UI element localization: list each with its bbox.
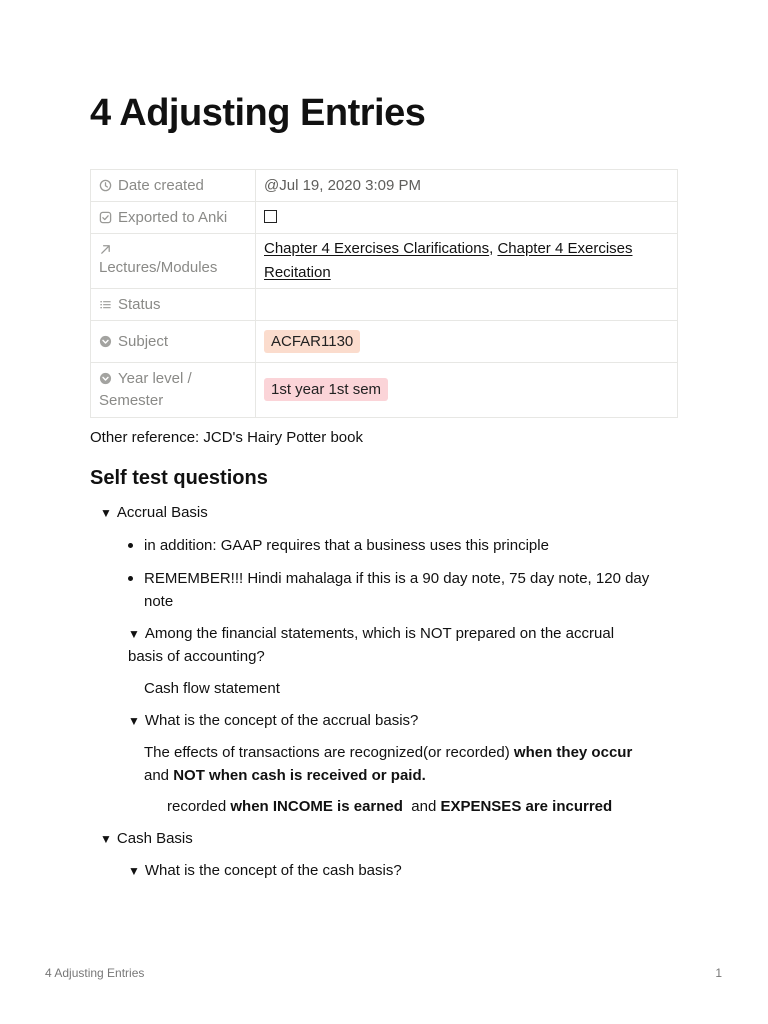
answer-text — [167, 795, 612, 818]
property-value — [256, 321, 678, 363]
property-key — [91, 202, 256, 234]
toggle-triangle-icon[interactable]: ▼ — [128, 627, 140, 641]
property-key-label: Subject — [118, 332, 169, 350]
toggle-label: Accrual Basis — [116, 504, 208, 521]
property-value[interactable] — [256, 289, 678, 321]
footer-page-number: 1 — [715, 966, 722, 980]
toggle-label: What is the concept of the accrual basis? — [144, 712, 419, 729]
bullet-dot-icon — [128, 543, 133, 548]
property-value — [256, 363, 678, 418]
select-icon — [99, 372, 112, 385]
list-item: REMEMBER!!! Hindi mahalaga if this is a 90 day note, 75 day note, 120 day — [144, 570, 650, 587]
list-item-continued: note — [144, 593, 174, 610]
toggle-triangle-icon[interactable]: ▼ — [128, 864, 140, 878]
property-key-label: Semester — [99, 392, 164, 409]
toggle-triangle-icon[interactable]: ▼ — [128, 714, 140, 728]
property-value — [256, 234, 678, 289]
toggle-label: Cash Basis — [116, 830, 193, 847]
property-row-exported-to-anki — [91, 202, 678, 234]
list-icon — [99, 298, 112, 311]
select-icon — [99, 335, 112, 348]
answer-text — [144, 741, 632, 764]
other-reference: Other reference: JCD's Hairy Potter book — [90, 429, 363, 446]
clock-icon — [99, 179, 112, 192]
exported-checkbox[interactable] — [264, 210, 277, 223]
property-key-label: Year level / — [118, 370, 192, 387]
property-key — [91, 234, 256, 289]
answer-text: Cash flow statement — [144, 680, 280, 697]
toggle-label-continued: basis of accounting? — [128, 648, 265, 665]
property-row-lectures-modules — [91, 234, 678, 289]
property-key-label: Lectures/Modules — [99, 259, 218, 276]
property-row-date-created — [91, 170, 678, 202]
answer-text-bold: NOT when cash is received or paid. — [173, 767, 426, 784]
property-key — [91, 321, 256, 363]
toggle-cash-basis[interactable] — [100, 827, 193, 851]
answer-text — [144, 764, 426, 787]
toggle-label: Among the financial statements, which is NOT prepared on the accrual — [144, 625, 615, 642]
property-value — [256, 202, 678, 234]
property-row-subject — [91, 321, 678, 363]
toggle-question-cash-concept[interactable] — [128, 859, 402, 883]
answer-text-bold: EXPENSES are incurred — [440, 798, 613, 815]
property-key-label: Status — [118, 295, 161, 313]
property-key-label: Exported to Anki — [118, 208, 228, 226]
arrow-up-right-icon — [99, 243, 112, 256]
answer-text-part: recorded — [167, 798, 231, 815]
answer-text-part: The effects of transactions are recognized(or recorded) — [144, 744, 514, 761]
toggle-triangle-icon[interactable]: ▼ — [100, 506, 112, 520]
section-heading: Self test questions — [90, 467, 268, 489]
property-key — [91, 170, 256, 202]
relation-link[interactable]: Chapter 4 Exercises Clarifications — [264, 240, 490, 257]
answer-text-part: and — [402, 798, 441, 815]
property-value[interactable]: @Jul 19, 2020 3:09 PM — [256, 170, 678, 202]
page-title: 4 Adjusting Entries — [90, 92, 426, 134]
answer-text-bold: when INCOME is earned — [230, 798, 403, 815]
checkbox-icon — [99, 211, 112, 224]
properties-table — [90, 169, 678, 418]
answer-text-bold: when they occur — [513, 744, 633, 761]
toggle-accrual-basis[interactable] — [100, 501, 208, 525]
footer-title: 4 Adjusting Entries — [45, 966, 145, 980]
property-row-status — [91, 289, 678, 321]
toggle-label: What is the concept of the cash basis? — [144, 862, 402, 879]
year-level-tag[interactable]: 1st year 1st sem — [264, 378, 388, 401]
property-key-label: Date created — [118, 176, 204, 194]
relation-link[interactable]: Chapter 4 Exercises Recitation — [264, 240, 633, 281]
toggle-question-financial-statements[interactable] — [128, 622, 614, 646]
property-key — [91, 289, 256, 321]
toggle-triangle-icon[interactable]: ▼ — [100, 832, 112, 846]
subject-tag[interactable]: ACFAR1130 — [264, 330, 360, 353]
property-key — [91, 363, 256, 418]
list-item: in addition: GAAP requires that a business uses this principle — [144, 537, 549, 554]
property-row-year-level — [91, 363, 678, 418]
answer-text-part: and — [144, 767, 174, 784]
link-separator: , — [489, 240, 494, 257]
toggle-question-accrual-concept[interactable] — [128, 709, 418, 733]
bullet-dot-icon — [128, 576, 133, 581]
